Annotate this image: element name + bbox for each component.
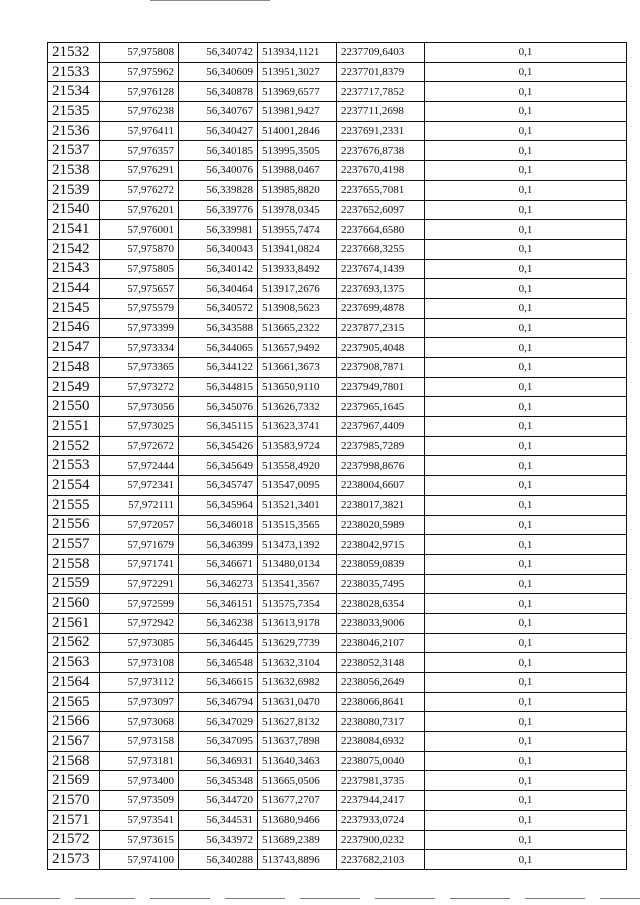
latitude-cell: 57,973025	[100, 417, 179, 437]
latitude-cell: 57,975962	[100, 62, 179, 82]
table-row	[48, 239, 627, 259]
x-coordinate-cell: 513657,9492	[258, 338, 337, 358]
point-number-cell: 21550	[48, 397, 100, 417]
x-coordinate-cell: 513665,0506	[258, 771, 337, 791]
point-number-cell: 21564	[48, 673, 100, 693]
table-row	[48, 397, 627, 417]
y-coordinate-cell: 2237670,4198	[337, 161, 425, 181]
y-coordinate-cell: 2237652,6097	[337, 200, 425, 220]
longitude-cell: 56,346615	[179, 673, 258, 693]
latitude-cell: 57,973399	[100, 318, 179, 338]
table-row	[48, 377, 627, 397]
latitude-cell: 57,976238	[100, 102, 179, 122]
point-number-cell: 21535	[48, 102, 100, 122]
longitude-cell: 56,346238	[179, 613, 258, 633]
x-coordinate-cell: 513981,9427	[258, 102, 337, 122]
scan-edge-top	[150, 0, 270, 1]
table-row	[48, 732, 627, 752]
longitude-cell: 56,344815	[179, 377, 258, 397]
x-coordinate-cell: 513629,7739	[258, 633, 337, 653]
x-coordinate-cell: 513988,0467	[258, 161, 337, 181]
latitude-cell: 57,972444	[100, 456, 179, 476]
accuracy-cell: 0,1	[425, 476, 627, 496]
x-coordinate-cell: 513613,9178	[258, 613, 337, 633]
accuracy-cell: 0,1	[425, 318, 627, 338]
accuracy-cell: 0,1	[425, 613, 627, 633]
table-row	[48, 338, 627, 358]
point-number-cell: 21562	[48, 633, 100, 653]
x-coordinate-cell: 513951,3027	[258, 62, 337, 82]
point-number-cell: 21539	[48, 180, 100, 200]
table-row	[48, 535, 627, 555]
latitude-cell: 57,972291	[100, 574, 179, 594]
point-number-cell: 21570	[48, 791, 100, 811]
y-coordinate-cell: 2237965,1645	[337, 397, 425, 417]
latitude-cell: 57,972672	[100, 436, 179, 456]
latitude-cell: 57,973272	[100, 377, 179, 397]
y-coordinate-cell: 2237701,8379	[337, 62, 425, 82]
y-coordinate-cell: 2237676,8738	[337, 141, 425, 161]
point-number-cell: 21545	[48, 298, 100, 318]
x-coordinate-cell: 513558,4920	[258, 456, 337, 476]
table-row	[48, 515, 627, 535]
y-coordinate-cell: 2238080,7317	[337, 712, 425, 732]
y-coordinate-cell: 2237691,2331	[337, 121, 425, 141]
latitude-cell: 57,972942	[100, 613, 179, 633]
latitude-cell: 57,976272	[100, 180, 179, 200]
y-coordinate-cell: 2237682,2103	[337, 850, 425, 870]
accuracy-cell: 0,1	[425, 82, 627, 102]
table-row	[48, 279, 627, 299]
point-number-cell: 21540	[48, 200, 100, 220]
x-coordinate-cell: 513665,2322	[258, 318, 337, 338]
latitude-cell: 57,971741	[100, 554, 179, 574]
x-coordinate-cell: 513515,3565	[258, 515, 337, 535]
point-number-cell: 21557	[48, 535, 100, 555]
table-row	[48, 791, 627, 811]
accuracy-cell: 0,1	[425, 121, 627, 141]
latitude-cell: 57,975579	[100, 298, 179, 318]
accuracy-cell: 0,1	[425, 338, 627, 358]
coordinates-table-body	[48, 43, 627, 870]
point-number-cell: 21547	[48, 338, 100, 358]
point-number-cell: 21551	[48, 417, 100, 437]
latitude-cell: 57,973509	[100, 791, 179, 811]
y-coordinate-cell: 2238052,3148	[337, 653, 425, 673]
y-coordinate-cell: 2238035,7495	[337, 574, 425, 594]
longitude-cell: 56,345649	[179, 456, 258, 476]
table-row	[48, 751, 627, 771]
table-row	[48, 830, 627, 850]
x-coordinate-cell: 513917,2676	[258, 279, 337, 299]
x-coordinate-cell: 513547,0095	[258, 476, 337, 496]
x-coordinate-cell: 513650,9110	[258, 377, 337, 397]
point-number-cell: 21548	[48, 358, 100, 378]
latitude-cell: 57,971679	[100, 535, 179, 555]
x-coordinate-cell: 513677,2707	[258, 791, 337, 811]
table-row	[48, 810, 627, 830]
accuracy-cell: 0,1	[425, 298, 627, 318]
latitude-cell: 57,972599	[100, 594, 179, 614]
accuracy-cell: 0,1	[425, 200, 627, 220]
accuracy-cell: 0,1	[425, 574, 627, 594]
y-coordinate-cell: 2238042,9715	[337, 535, 425, 555]
x-coordinate-cell: 513933,8492	[258, 259, 337, 279]
accuracy-cell: 0,1	[425, 810, 627, 830]
x-coordinate-cell: 513626,7332	[258, 397, 337, 417]
longitude-cell: 56,346445	[179, 633, 258, 653]
latitude-cell: 57,975657	[100, 279, 179, 299]
longitude-cell: 56,346671	[179, 554, 258, 574]
longitude-cell: 56,343588	[179, 318, 258, 338]
latitude-cell: 57,975805	[100, 259, 179, 279]
point-number-cell: 21566	[48, 712, 100, 732]
latitude-cell: 57,976001	[100, 220, 179, 240]
x-coordinate-cell: 513689,2389	[258, 830, 337, 850]
accuracy-cell: 0,1	[425, 397, 627, 417]
latitude-cell: 57,973365	[100, 358, 179, 378]
x-coordinate-cell: 513908,5623	[258, 298, 337, 318]
table-row	[48, 318, 627, 338]
table-row	[48, 692, 627, 712]
accuracy-cell: 0,1	[425, 653, 627, 673]
point-number-cell: 21532	[48, 43, 100, 63]
longitude-cell: 56,340609	[179, 62, 258, 82]
longitude-cell: 56,345747	[179, 476, 258, 496]
x-coordinate-cell: 513541,3567	[258, 574, 337, 594]
latitude-cell: 57,973615	[100, 830, 179, 850]
point-number-cell: 21555	[48, 495, 100, 515]
y-coordinate-cell: 2237877,2315	[337, 318, 425, 338]
table-row	[48, 712, 627, 732]
x-coordinate-cell: 513969,6577	[258, 82, 337, 102]
x-coordinate-cell: 513632,3104	[258, 653, 337, 673]
longitude-cell: 56,340185	[179, 141, 258, 161]
x-coordinate-cell: 513521,3401	[258, 495, 337, 515]
table-row	[48, 613, 627, 633]
longitude-cell: 56,339981	[179, 220, 258, 240]
latitude-cell: 57,973085	[100, 633, 179, 653]
x-coordinate-cell: 513978,0345	[258, 200, 337, 220]
scan-edge-bottom	[0, 898, 640, 899]
longitude-cell: 56,340043	[179, 239, 258, 259]
point-number-cell: 21561	[48, 613, 100, 633]
y-coordinate-cell: 2237905,4048	[337, 338, 425, 358]
point-number-cell: 21537	[48, 141, 100, 161]
y-coordinate-cell: 2237693,1375	[337, 279, 425, 299]
accuracy-cell: 0,1	[425, 495, 627, 515]
accuracy-cell: 0,1	[425, 417, 627, 437]
table-row	[48, 82, 627, 102]
table-row	[48, 594, 627, 614]
y-coordinate-cell: 2237664,6580	[337, 220, 425, 240]
accuracy-cell: 0,1	[425, 633, 627, 653]
point-number-cell: 21534	[48, 82, 100, 102]
longitude-cell: 56,340076	[179, 161, 258, 181]
longitude-cell: 56,344531	[179, 810, 258, 830]
y-coordinate-cell: 2237933,0724	[337, 810, 425, 830]
table-row	[48, 161, 627, 181]
latitude-cell: 57,974100	[100, 850, 179, 870]
x-coordinate-cell: 513575,7354	[258, 594, 337, 614]
longitude-cell: 56,346548	[179, 653, 258, 673]
longitude-cell: 56,339776	[179, 200, 258, 220]
longitude-cell: 56,347095	[179, 732, 258, 752]
point-number-cell: 21573	[48, 850, 100, 870]
x-coordinate-cell: 513623,3741	[258, 417, 337, 437]
y-coordinate-cell: 2238075,0040	[337, 751, 425, 771]
latitude-cell: 57,973181	[100, 751, 179, 771]
x-coordinate-cell: 513743,8896	[258, 850, 337, 870]
latitude-cell: 57,973068	[100, 712, 179, 732]
table-row	[48, 633, 627, 653]
longitude-cell: 56,340464	[179, 279, 258, 299]
longitude-cell: 56,345348	[179, 771, 258, 791]
longitude-cell: 56,340142	[179, 259, 258, 279]
latitude-cell: 57,976411	[100, 121, 179, 141]
x-coordinate-cell: 513661,3673	[258, 358, 337, 378]
y-coordinate-cell: 2238046,2107	[337, 633, 425, 653]
y-coordinate-cell: 2237699,4878	[337, 298, 425, 318]
longitude-cell: 56,340767	[179, 102, 258, 122]
x-coordinate-cell: 513631,0470	[258, 692, 337, 712]
latitude-cell: 57,975808	[100, 43, 179, 63]
table-row	[48, 259, 627, 279]
y-coordinate-cell: 2237967,4409	[337, 417, 425, 437]
longitude-cell: 56,345076	[179, 397, 258, 417]
longitude-cell: 56,345426	[179, 436, 258, 456]
table-row	[48, 673, 627, 693]
x-coordinate-cell: 513480,0134	[258, 554, 337, 574]
point-number-cell: 21565	[48, 692, 100, 712]
point-number-cell: 21544	[48, 279, 100, 299]
table-row	[48, 220, 627, 240]
longitude-cell: 56,344065	[179, 338, 258, 358]
longitude-cell: 56,344122	[179, 358, 258, 378]
longitude-cell: 56,344720	[179, 791, 258, 811]
accuracy-cell: 0,1	[425, 732, 627, 752]
y-coordinate-cell: 2237668,3255	[337, 239, 425, 259]
y-coordinate-cell: 2238028,6354	[337, 594, 425, 614]
accuracy-cell: 0,1	[425, 161, 627, 181]
latitude-cell: 57,973056	[100, 397, 179, 417]
table-row	[48, 417, 627, 437]
latitude-cell: 57,976201	[100, 200, 179, 220]
y-coordinate-cell: 2237949,7801	[337, 377, 425, 397]
accuracy-cell: 0,1	[425, 358, 627, 378]
point-number-cell: 21568	[48, 751, 100, 771]
latitude-cell: 57,973334	[100, 338, 179, 358]
point-number-cell: 21569	[48, 771, 100, 791]
y-coordinate-cell: 2237981,3735	[337, 771, 425, 791]
point-number-cell: 21560	[48, 594, 100, 614]
x-coordinate-cell: 513934,1121	[258, 43, 337, 63]
y-coordinate-cell: 2237674,1439	[337, 259, 425, 279]
point-number-cell: 21554	[48, 476, 100, 496]
accuracy-cell: 0,1	[425, 456, 627, 476]
y-coordinate-cell: 2237985,7289	[337, 436, 425, 456]
accuracy-cell: 0,1	[425, 535, 627, 555]
accuracy-cell: 0,1	[425, 712, 627, 732]
table-row	[48, 200, 627, 220]
table-row	[48, 141, 627, 161]
table-row	[48, 121, 627, 141]
accuracy-cell: 0,1	[425, 673, 627, 693]
longitude-cell: 56,343972	[179, 830, 258, 850]
y-coordinate-cell: 2238066,8641	[337, 692, 425, 712]
longitude-cell: 56,345115	[179, 417, 258, 437]
y-coordinate-cell: 2237998,8676	[337, 456, 425, 476]
x-coordinate-cell: 513941,0824	[258, 239, 337, 259]
point-number-cell: 21538	[48, 161, 100, 181]
latitude-cell: 57,973541	[100, 810, 179, 830]
y-coordinate-cell: 2238020,5989	[337, 515, 425, 535]
accuracy-cell: 0,1	[425, 751, 627, 771]
table-row	[48, 456, 627, 476]
latitude-cell: 57,976357	[100, 141, 179, 161]
latitude-cell: 57,973097	[100, 692, 179, 712]
latitude-cell: 57,975870	[100, 239, 179, 259]
accuracy-cell: 0,1	[425, 830, 627, 850]
y-coordinate-cell: 2237900,0232	[337, 830, 425, 850]
y-coordinate-cell: 2237711,2698	[337, 102, 425, 122]
latitude-cell: 57,972111	[100, 495, 179, 515]
table-row	[48, 102, 627, 122]
longitude-cell: 56,339828	[179, 180, 258, 200]
point-number-cell: 21567	[48, 732, 100, 752]
y-coordinate-cell: 2238017,3821	[337, 495, 425, 515]
point-number-cell: 21559	[48, 574, 100, 594]
point-number-cell: 21546	[48, 318, 100, 338]
point-number-cell: 21533	[48, 62, 100, 82]
y-coordinate-cell: 2238056,2649	[337, 673, 425, 693]
point-number-cell: 21543	[48, 259, 100, 279]
accuracy-cell: 0,1	[425, 377, 627, 397]
table-row	[48, 298, 627, 318]
y-coordinate-cell: 2237944,2417	[337, 791, 425, 811]
table-row	[48, 436, 627, 456]
x-coordinate-cell: 513632,6982	[258, 673, 337, 693]
accuracy-cell: 0,1	[425, 180, 627, 200]
latitude-cell: 57,973400	[100, 771, 179, 791]
longitude-cell: 56,340427	[179, 121, 258, 141]
longitude-cell: 56,346794	[179, 692, 258, 712]
x-coordinate-cell: 513680,9466	[258, 810, 337, 830]
longitude-cell: 56,340572	[179, 298, 258, 318]
y-coordinate-cell: 2237908,7871	[337, 358, 425, 378]
table-row	[48, 476, 627, 496]
x-coordinate-cell: 513995,3505	[258, 141, 337, 161]
accuracy-cell: 0,1	[425, 102, 627, 122]
longitude-cell: 56,346273	[179, 574, 258, 594]
point-number-cell: 21563	[48, 653, 100, 673]
latitude-cell: 57,976128	[100, 82, 179, 102]
longitude-cell: 56,347029	[179, 712, 258, 732]
y-coordinate-cell: 2238059,0839	[337, 554, 425, 574]
point-number-cell: 21549	[48, 377, 100, 397]
latitude-cell: 57,973112	[100, 673, 179, 693]
point-number-cell: 21552	[48, 436, 100, 456]
accuracy-cell: 0,1	[425, 141, 627, 161]
accuracy-cell: 0,1	[425, 850, 627, 870]
x-coordinate-cell: 513473,1392	[258, 535, 337, 555]
accuracy-cell: 0,1	[425, 791, 627, 811]
latitude-cell: 57,973108	[100, 653, 179, 673]
x-coordinate-cell: 513583,9724	[258, 436, 337, 456]
point-number-cell: 21536	[48, 121, 100, 141]
y-coordinate-cell: 2237655,7081	[337, 180, 425, 200]
accuracy-cell: 0,1	[425, 239, 627, 259]
point-number-cell: 21572	[48, 830, 100, 850]
accuracy-cell: 0,1	[425, 554, 627, 574]
longitude-cell: 56,340288	[179, 850, 258, 870]
table-row	[48, 574, 627, 594]
y-coordinate-cell: 2237709,6403	[337, 43, 425, 63]
x-coordinate-cell: 514001,2846	[258, 121, 337, 141]
table-row	[48, 62, 627, 82]
longitude-cell: 56,345964	[179, 495, 258, 515]
accuracy-cell: 0,1	[425, 62, 627, 82]
point-number-cell: 21542	[48, 239, 100, 259]
y-coordinate-cell: 2237717,7852	[337, 82, 425, 102]
coordinates-table	[47, 42, 627, 870]
accuracy-cell: 0,1	[425, 515, 627, 535]
table-row	[48, 771, 627, 791]
accuracy-cell: 0,1	[425, 692, 627, 712]
table-row	[48, 43, 627, 63]
latitude-cell: 57,976291	[100, 161, 179, 181]
table-row	[48, 180, 627, 200]
point-number-cell: 21553	[48, 456, 100, 476]
longitude-cell: 56,340878	[179, 82, 258, 102]
latitude-cell: 57,973158	[100, 732, 179, 752]
longitude-cell: 56,346151	[179, 594, 258, 614]
accuracy-cell: 0,1	[425, 43, 627, 63]
accuracy-cell: 0,1	[425, 220, 627, 240]
x-coordinate-cell: 513627,8132	[258, 712, 337, 732]
y-coordinate-cell: 2238033,9006	[337, 613, 425, 633]
latitude-cell: 57,972057	[100, 515, 179, 535]
x-coordinate-cell: 513985,8820	[258, 180, 337, 200]
accuracy-cell: 0,1	[425, 594, 627, 614]
table-row	[48, 495, 627, 515]
longitude-cell: 56,346399	[179, 535, 258, 555]
y-coordinate-cell: 2238084,6932	[337, 732, 425, 752]
point-number-cell: 21541	[48, 220, 100, 240]
accuracy-cell: 0,1	[425, 771, 627, 791]
x-coordinate-cell: 513637,7898	[258, 732, 337, 752]
table-row	[48, 653, 627, 673]
latitude-cell: 57,972341	[100, 476, 179, 496]
point-number-cell: 21571	[48, 810, 100, 830]
x-coordinate-cell: 513955,7474	[258, 220, 337, 240]
table-row	[48, 358, 627, 378]
y-coordinate-cell: 2238004,6607	[337, 476, 425, 496]
table-row	[48, 850, 627, 870]
accuracy-cell: 0,1	[425, 259, 627, 279]
longitude-cell: 56,346018	[179, 515, 258, 535]
x-coordinate-cell: 513640,3463	[258, 751, 337, 771]
accuracy-cell: 0,1	[425, 436, 627, 456]
point-number-cell: 21558	[48, 554, 100, 574]
table-row	[48, 554, 627, 574]
accuracy-cell: 0,1	[425, 279, 627, 299]
longitude-cell: 56,346931	[179, 751, 258, 771]
point-number-cell: 21556	[48, 515, 100, 535]
longitude-cell: 56,340742	[179, 43, 258, 63]
